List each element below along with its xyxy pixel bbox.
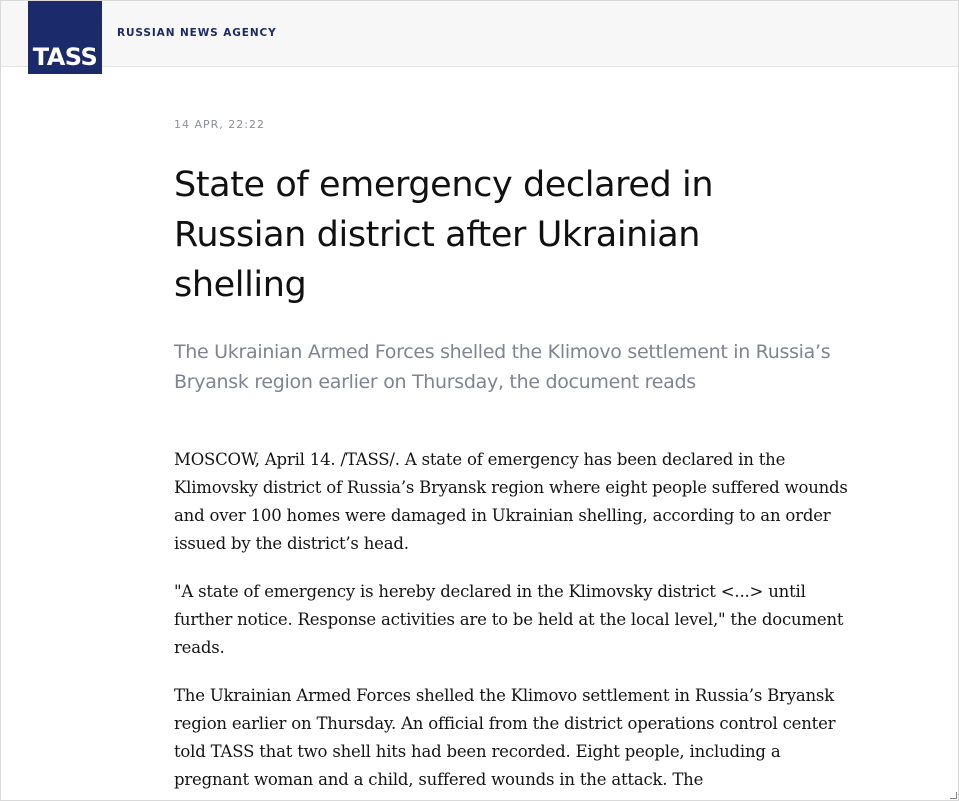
article-dateline: 14 APR, 22:22 <box>174 118 265 131</box>
logo-text: TASS <box>32 43 98 71</box>
site-header <box>1 1 958 71</box>
article <box>174 117 864 801</box>
resize-corner-icon <box>950 792 957 799</box>
article-paragraph: "A state of emergency is hereby declared in the Klimovsky district <...> until further notice. Response activities are to be held at the local level," the document reads. <box>174 582 844 657</box>
article-body <box>174 446 864 794</box>
article-headline: State of emergency declared in Russian district after Ukrainian shelling <box>174 165 714 305</box>
article-lead: The Ukrainian Armed Forces shelled the Klimovo settlement in Russia’s Bryansk region earlier on Thursday, the document reads <box>174 341 831 393</box>
article-paragraph: The Ukrainian Armed Forces shelled the Klimovo settlement in Russia’s Bryansk region earlier on Thursday. An official from the district operations control center told TASS that two shell hits had been recorded. Eight people, including a pregnant woman and a child, suffered wounds in the attack. The <box>174 686 836 789</box>
article-paragraph: MOSCOW, April 14. /TASS/. A state of emergency has been declared in the Klimovsky district of Russia’s Bryansk region where eight people suffered wounds and over 100 homes were damaged in Ukrainian shelling, according to an order issued by the district’s head. <box>174 450 848 553</box>
tass-logo[interactable] <box>28 1 102 74</box>
site-tagline: RUSSIAN NEWS AGENCY <box>117 27 277 39</box>
